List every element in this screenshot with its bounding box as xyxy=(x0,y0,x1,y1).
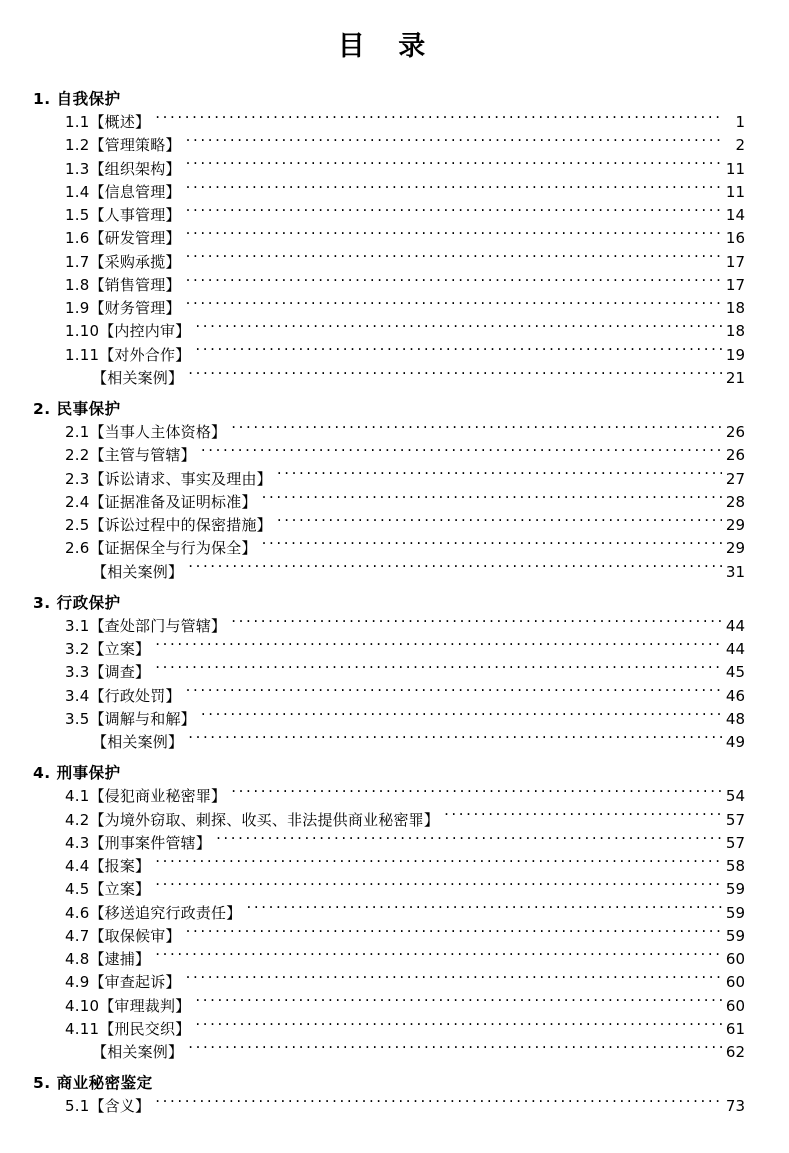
toc-leader-dots xyxy=(186,926,722,941)
toc-entry-label: 2.4【证据准备及证明标准】 xyxy=(65,492,257,511)
toc-entry-label: 1.10【内控内审】 xyxy=(65,322,191,341)
toc-page-number: 2 xyxy=(735,136,745,155)
toc-entry-label: 【相关案例】 xyxy=(92,1043,184,1061)
toc-page-number: 59 xyxy=(725,926,745,945)
toc-entry[interactable] xyxy=(65,181,745,204)
toc-page-number: 57 xyxy=(725,833,745,852)
toc-leader-dots xyxy=(188,1042,722,1057)
toc-entry[interactable] xyxy=(65,785,745,808)
toc-page-number: 29 xyxy=(725,539,745,558)
toc-entry[interactable] xyxy=(65,421,745,444)
toc-entry[interactable] xyxy=(65,537,745,560)
toc-page-number: 54 xyxy=(725,787,745,806)
toc-chapter-heading[interactable]: 2. 民事保护 xyxy=(33,400,121,418)
toc-page-number: 11 xyxy=(725,159,745,178)
toc-entry[interactable] xyxy=(65,491,745,514)
toc-entry[interactable] xyxy=(65,444,745,467)
toc-entry[interactable] xyxy=(92,1041,745,1064)
toc-entry[interactable] xyxy=(65,514,745,537)
toc-entry-label: 1.3【组织架构】 xyxy=(65,159,181,178)
toc-entry-label: 2.1【当事人主体资格】 xyxy=(65,423,227,441)
toc-page-number: 61 xyxy=(725,1019,745,1038)
toc-page-number: 28 xyxy=(725,492,745,511)
toc-page-number: 18 xyxy=(725,322,745,341)
toc-entry[interactable] xyxy=(92,731,745,754)
toc-entry-label: 4.5【立案】 xyxy=(65,880,151,899)
toc-leader-dots xyxy=(186,686,722,701)
toc-entry-label: 【相关案例】 xyxy=(92,562,184,581)
toc-entry[interactable] xyxy=(65,227,745,250)
toc-chapter-heading[interactable]: 5. 商业秘密鉴定 xyxy=(33,1074,153,1093)
toc-entry-label: 4.8【逮捕】 xyxy=(65,950,151,968)
table-of-contents xyxy=(30,87,745,1119)
toc-leader-dots xyxy=(195,345,722,360)
toc-page-number: 14 xyxy=(725,206,745,224)
toc-entry-label: 4.4【报案】 xyxy=(65,857,151,875)
toc-page-number: 57 xyxy=(725,810,745,829)
toc-entry-label: 4.6【移送追究行政责任】 xyxy=(65,903,242,922)
toc-entry-label: 2.6【证据保全与行为保全】 xyxy=(65,539,257,558)
toc-leader-dots xyxy=(155,112,723,127)
toc-leader-dots xyxy=(186,159,722,174)
toc-entry-label: 2.5【诉讼过程中的保密措施】 xyxy=(65,516,272,534)
toc-entry-label: 【相关案例】 xyxy=(92,368,184,387)
toc-entry[interactable] xyxy=(65,344,745,367)
toc-leader-dots xyxy=(155,879,722,894)
toc-entry-label: 4.7【取保候审】 xyxy=(65,926,181,945)
toc-leader-dots xyxy=(201,445,722,460)
toc-leader-dots xyxy=(155,949,722,964)
toc-page-number: 45 xyxy=(725,663,745,682)
toc-entry-label: 5.1【含义】 xyxy=(65,1097,151,1116)
toc-page-number: 48 xyxy=(725,709,745,728)
toc-entry-label: 4.2【为境外窃取、刺探、收买、非法提供商业秘密罪】 xyxy=(65,810,440,829)
toc-page-number: 62 xyxy=(725,1043,745,1061)
toc-page-number: 17 xyxy=(725,275,745,294)
toc-entry[interactable] xyxy=(65,878,745,901)
toc-leader-dots xyxy=(186,205,722,220)
toc-entry[interactable] xyxy=(65,902,745,925)
toc-leader-dots xyxy=(186,275,722,290)
toc-leader-dots xyxy=(186,972,722,987)
toc-entry-label: 4.1【侵犯商业秘密罪】 xyxy=(65,787,227,806)
toc-leader-dots xyxy=(262,492,722,507)
toc-leader-dots xyxy=(186,182,722,197)
toc-leader-dots xyxy=(246,903,721,918)
toc-leader-dots xyxy=(231,422,722,437)
toc-entry-label: 1.2【管理策略】 xyxy=(65,136,181,155)
toc-entry[interactable] xyxy=(92,561,745,584)
toc-page-number: 19 xyxy=(725,345,745,364)
toc-page-number: 29 xyxy=(725,516,745,534)
toc-leader-dots xyxy=(186,252,722,267)
toc-entry[interactable] xyxy=(65,948,745,971)
toc-chapter-heading[interactable]: 1. 自我保护 xyxy=(33,90,121,108)
toc-entry-label: 2.2【主管与管辖】 xyxy=(65,446,196,465)
toc-page-number: 73 xyxy=(725,1097,745,1116)
toc-leader-dots xyxy=(195,321,722,336)
toc-entry[interactable] xyxy=(65,925,745,948)
toc-chapter-heading[interactable]: 3. 行政保护 xyxy=(33,593,121,612)
toc-leader-dots xyxy=(155,1096,722,1111)
toc-entry[interactable] xyxy=(65,995,745,1018)
toc-entry[interactable] xyxy=(92,367,745,390)
toc-entry-label: 4.9【审查起诉】 xyxy=(65,973,181,992)
toc-entry[interactable] xyxy=(65,971,745,994)
toc-entry[interactable] xyxy=(65,1018,745,1041)
toc-entry-label: 【相关案例】 xyxy=(92,733,184,751)
toc-entry[interactable] xyxy=(65,638,745,661)
toc-page-number: 1 xyxy=(735,113,745,131)
toc-leader-dots xyxy=(262,538,722,553)
toc-entry[interactable] xyxy=(65,832,745,855)
toc-leader-dots xyxy=(155,662,722,677)
toc-entry[interactable] xyxy=(65,685,745,708)
toc-page-number: 59 xyxy=(725,880,745,899)
toc-leader-dots xyxy=(188,562,722,577)
toc-page-number: 26 xyxy=(725,423,745,441)
toc-entry[interactable] xyxy=(65,809,745,832)
toc-entry[interactable] xyxy=(65,615,745,638)
toc-page-number: 16 xyxy=(725,229,745,248)
toc-entry-label: 1.7【采购承揽】 xyxy=(65,252,181,271)
toc-entry-label: 1.9【财务管理】 xyxy=(65,299,181,317)
toc-leader-dots xyxy=(277,515,722,530)
toc-entry-label: 4.10【审理裁判】 xyxy=(65,996,191,1015)
toc-entry[interactable] xyxy=(65,204,745,227)
toc-entry-label: 1.5【人事管理】 xyxy=(65,206,181,224)
toc-leader-dots xyxy=(188,368,722,383)
toc-page-number: 46 xyxy=(725,686,745,705)
toc-entry[interactable] xyxy=(65,274,745,297)
toc-entry[interactable] xyxy=(65,251,745,274)
toc-leader-dots xyxy=(188,732,722,747)
toc-entry[interactable] xyxy=(65,111,745,134)
toc-entry-label: 1.8【销售管理】 xyxy=(65,275,181,294)
toc-entry[interactable] xyxy=(65,661,745,684)
toc-leader-dots xyxy=(155,856,722,871)
toc-entry-label: 4.11【刑民交织】 xyxy=(65,1019,191,1038)
toc-entry[interactable] xyxy=(65,297,745,320)
toc-page-number: 60 xyxy=(725,996,745,1015)
toc-entry-label: 3.4【行政处罚】 xyxy=(65,686,181,705)
page-title: 目 录 xyxy=(337,31,438,62)
toc-entry-label: 1.1【概述】 xyxy=(65,113,151,131)
toc-entry-label: 3.2【立案】 xyxy=(65,640,151,658)
toc-page-number: 44 xyxy=(725,616,745,635)
toc-entry-label: 4.3【刑事案件管辖】 xyxy=(65,833,212,852)
toc-leader-dots xyxy=(231,616,722,631)
toc-leader-dots xyxy=(195,996,722,1011)
toc-entry-label: 3.1【查处部门与管辖】 xyxy=(65,616,227,635)
toc-leader-dots xyxy=(186,135,723,150)
toc-page-number: 27 xyxy=(725,469,745,488)
toc-page-number: 11 xyxy=(725,182,745,201)
toc-entry[interactable] xyxy=(65,158,745,181)
toc-leader-dots xyxy=(277,469,722,484)
toc-page-number: 60 xyxy=(725,950,745,968)
toc-leader-dots xyxy=(231,786,722,801)
toc-page-number: 17 xyxy=(725,252,745,271)
toc-entry-label: 1.11【对外合作】 xyxy=(65,345,191,364)
toc-entry-label: 1.4【信息管理】 xyxy=(65,182,181,201)
toc-page-number: 49 xyxy=(725,733,745,751)
toc-entry[interactable] xyxy=(65,1095,745,1118)
toc-page-number: 21 xyxy=(725,368,745,387)
toc-leader-dots xyxy=(216,833,722,848)
toc-entry-label: 3.3【调查】 xyxy=(65,663,151,682)
toc-entry[interactable] xyxy=(65,320,745,343)
toc-entry[interactable] xyxy=(65,708,745,731)
toc-leader-dots xyxy=(186,228,722,243)
toc-leader-dots xyxy=(186,298,722,313)
toc-page-number: 59 xyxy=(725,903,745,922)
toc-leader-dots xyxy=(195,1019,722,1034)
toc-entry-label: 1.6【研发管理】 xyxy=(65,229,181,248)
toc-chapter-heading[interactable]: 4. 刑事保护 xyxy=(33,764,121,783)
toc-entry-label: 3.5【调解与和解】 xyxy=(65,709,196,728)
toc-entry-label: 2.3【诉讼请求、事实及理由】 xyxy=(65,469,272,488)
toc-entry[interactable] xyxy=(65,468,745,491)
toc-page-number: 44 xyxy=(725,640,745,658)
toc-page-number: 26 xyxy=(725,446,745,465)
toc-leader-dots xyxy=(155,639,722,654)
toc-page-number: 18 xyxy=(725,299,745,317)
toc-page-number: 60 xyxy=(725,973,745,992)
toc-page-number: 58 xyxy=(725,857,745,875)
toc-page-number: 31 xyxy=(725,562,745,581)
toc-entry[interactable] xyxy=(65,134,745,157)
toc-leader-dots xyxy=(201,709,722,724)
toc-leader-dots xyxy=(444,810,722,825)
toc-entry[interactable] xyxy=(65,855,745,878)
